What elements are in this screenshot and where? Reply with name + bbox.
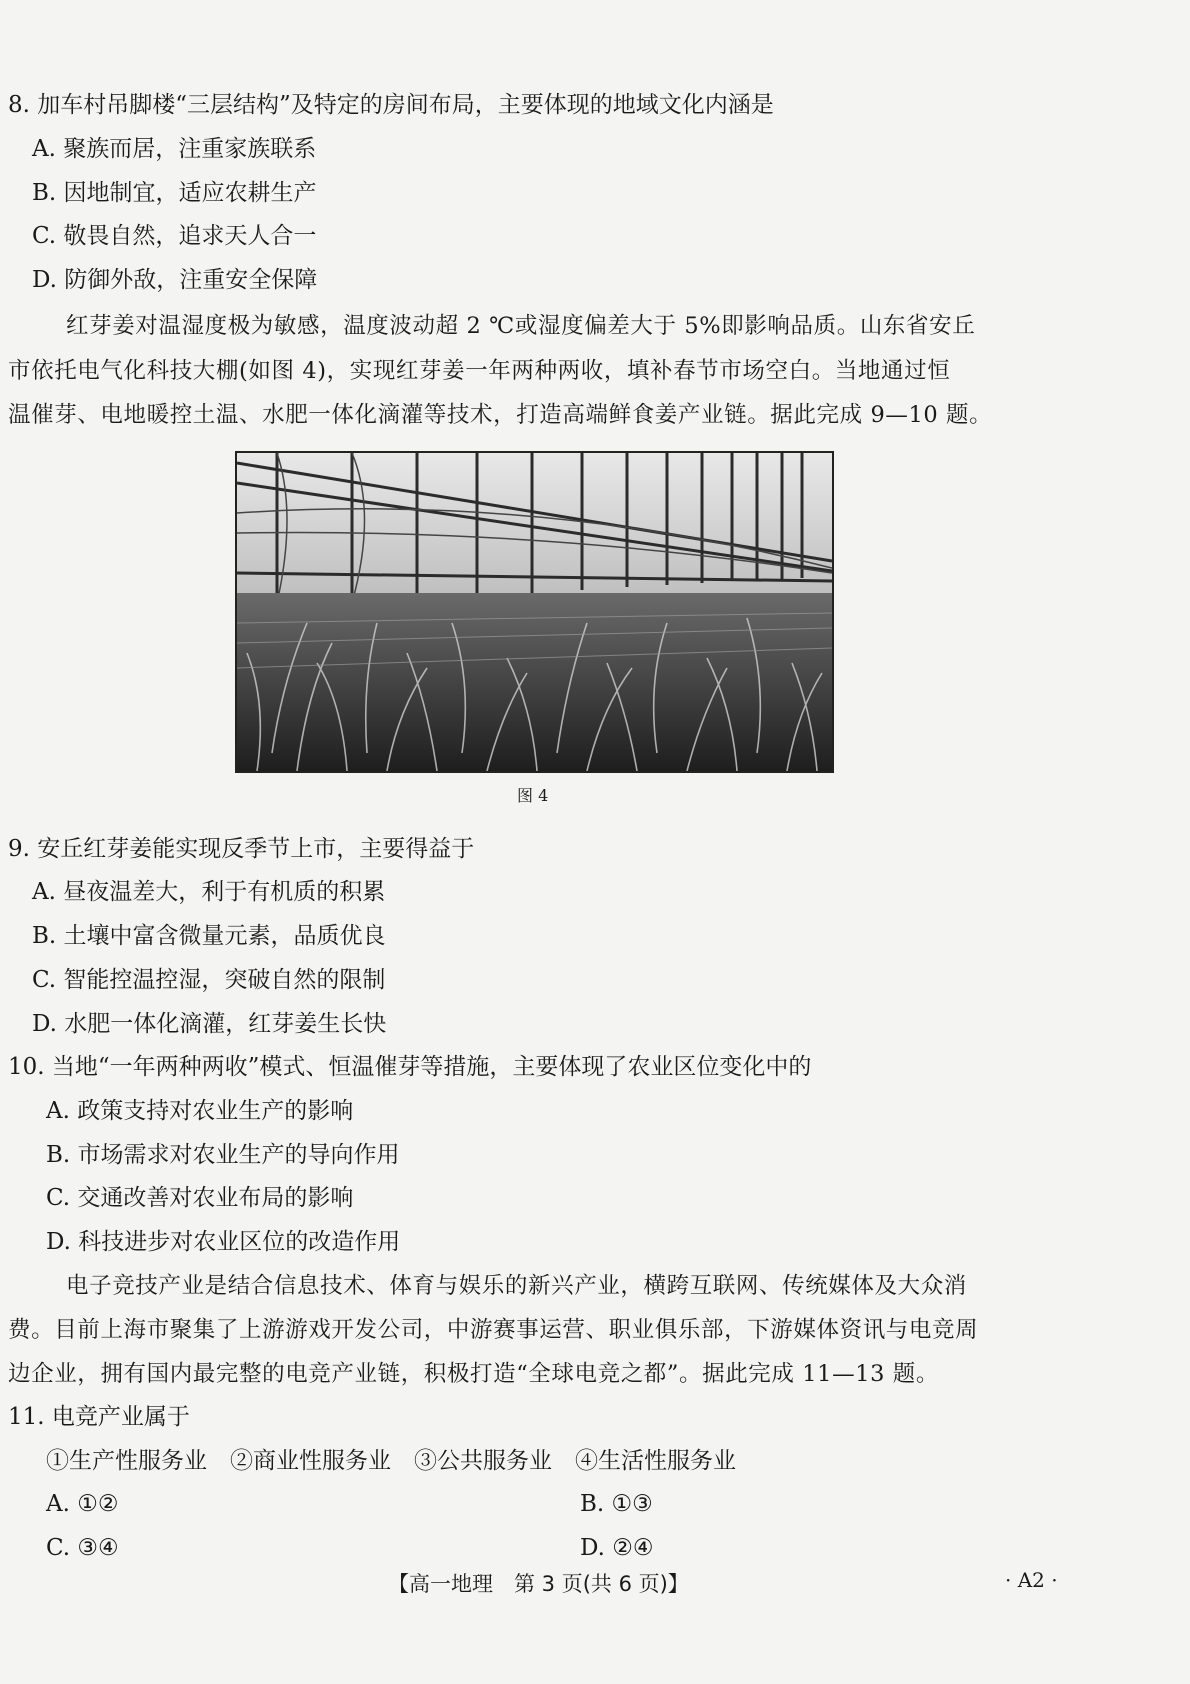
question-8-option-b: B. 因地制宜，适应农耕生产: [32, 180, 317, 206]
question-9-option-c: C. 智能控温控湿，突破自然的限制: [32, 967, 386, 993]
question-9-stem: 9. 安丘红芽姜能实现反季节上市，主要得益于: [8, 836, 475, 862]
page-footer-code: · A2 ·: [1005, 1568, 1058, 1592]
passage-2-line-2: 费。目前上海市聚集了上游游戏开发公司，中游赛事运营、职业俱乐部，下游媒体资讯与电竞周: [8, 1317, 979, 1343]
question-11-option-a: A. ①②: [46, 1491, 119, 1517]
page-footer: 【高一地理 第 3 页(共 6 页)】: [388, 1572, 689, 1596]
question-9-option-a: A. 昼夜温差大，利于有机质的积累: [32, 879, 386, 905]
question-8-option-a: A. 聚族而居，注重家族联系: [32, 136, 317, 162]
question-8-option-d: D. 防御外敌，注重安全保障: [32, 267, 318, 293]
figure-caption: 图 4: [517, 786, 549, 805]
question-8-option-c: C. 敬畏自然，追求天人合一: [32, 223, 317, 249]
question-8-stem: 8. 加车村吊脚楼“三层结构”及特定的房间布局，主要体现的地域文化内涵是: [8, 92, 774, 118]
question-11-option-d: D. ②④: [580, 1535, 654, 1561]
passage-1-line-1: 红芽姜对温湿度极为敏感，温度波动超 2 ℃或湿度偏差大于 5%即影响品质。山东省安丘: [66, 313, 976, 339]
greenhouse-photo: [235, 451, 834, 773]
passage-2-line-1: 电子竞技产业是结合信息技术、体育与娱乐的新兴产业，横跨互联网、传统媒体及大众消: [66, 1273, 967, 1299]
question-9-option-b: B. 土壤中富含微量元素，品质优良: [32, 923, 386, 949]
question-9-option-d: D. 水肥一体化滴灌，红芽姜生长快: [32, 1011, 387, 1037]
question-10-option-b: B. 市场需求对农业生产的导向作用: [46, 1142, 400, 1168]
question-11-option-b: B. ①③: [580, 1491, 653, 1517]
passage-2-line-3: 边企业，拥有国内最完整的电竞产业链，积极打造“全球电竞之都”。据此完成 11—13 题。: [8, 1361, 939, 1387]
question-10-option-c: C. 交通改善对农业布局的影响: [46, 1185, 354, 1211]
question-10-option-d: D. 科技进步对农业区位的改造作用: [46, 1229, 401, 1255]
question-11-items: ①生产性服务业 ②商业性服务业 ③公共服务业 ④生活性服务业: [46, 1448, 736, 1474]
question-10-option-a: A. 政策支持对农业生产的影响: [46, 1098, 354, 1124]
question-10-stem: 10. 当地“一年两种两收”模式、恒温催芽等措施，主要体现了农业区位变化中的: [8, 1054, 812, 1080]
question-11-option-c: C. ③④: [46, 1535, 119, 1561]
passage-1-line-3: 温催芽、电地暖控土温、水肥一体化滴灌等技术，打造高端鲜食姜产业链。据此完成 9—10 题。: [8, 402, 993, 428]
passage-1-line-2: 市依托电气化科技大棚(如图 4)，实现红芽姜一年两种两收，填补春节市场空白。当地通过恒: [8, 358, 951, 384]
question-11-stem: 11. 电竞产业属于: [8, 1404, 190, 1430]
